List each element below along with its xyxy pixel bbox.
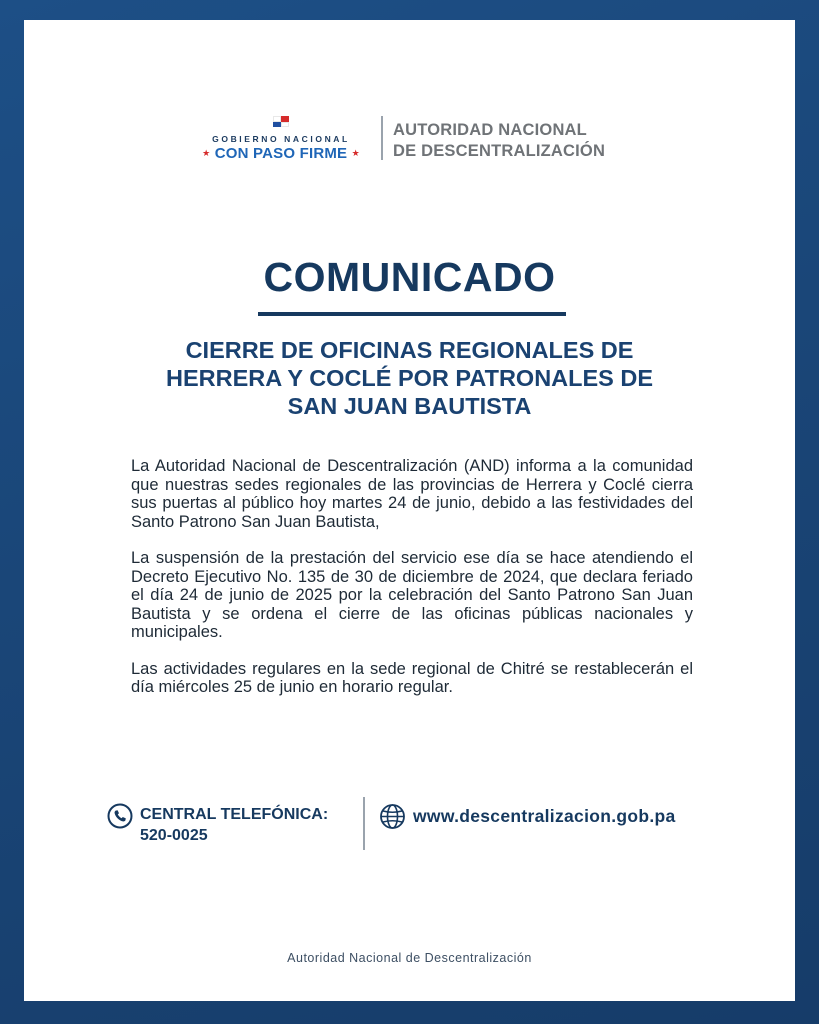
paragraph-3: Las actividades regulares en la sede regional de Chitré se restablecerán el día miércoles 25 de junio en horario regular.: [131, 659, 693, 696]
website-link[interactable]: www.descentralizacion.gob.pa: [413, 806, 676, 826]
page-title: COMUNICADO: [263, 254, 556, 300]
panama-flag-icon: [273, 116, 289, 127]
star-icon: ★: [351, 148, 360, 158]
phone-number[interactable]: 520-0025: [140, 827, 208, 844]
phone-contact: [140, 804, 328, 846]
globe-icon: [379, 803, 406, 830]
logo-divider: [381, 116, 383, 160]
footer-text: Autoridad Nacional de Descentralización: [287, 951, 532, 965]
and-logo-text: AUTORIDAD NACIONAL DE DESCENTRALIZACIÓN: [393, 121, 606, 160]
communique-card: [24, 20, 795, 1001]
phone-icon: [107, 803, 133, 829]
paragraph-2: La suspensión de la prestación del servicio ese día se hace atendiendo el Decreto Ejecutivo No. 135 de 30 de diciembre de 2024, que declara feriado el día 24 de junio de 2025 por la celebración del Santo Patrono San Juan Bautista y se ordena el cierre de las oficinas públicas nacionales y municipales.: [131, 549, 693, 641]
star-icon: ★: [202, 148, 211, 158]
subtitle: CIERRE DE OFICINAS REGIONALES DE HERRERA Y COCLÉ POR PATRONALES DE SAN JUAN BAUTISTA: [165, 337, 654, 419]
phone-label: CENTRAL TELEFÓNICA:: [140, 806, 329, 823]
communique-body: [131, 457, 693, 715]
gobierno-nacional-logo: [192, 116, 370, 164]
con-paso-firme-text: ★ CON PASO FIRME ★: [202, 145, 360, 162]
title-underline: [258, 312, 566, 316]
gobierno-nacional-text: GOBIERNO NACIONAL: [212, 134, 350, 144]
paragraph-1: La Autoridad Nacional de Descentralización (AND) informa a la comunidad que nuestras sedes regionales de las provincias de Herrera y Coclé cierra sus puertas al público hoy martes 24 de junio, debido a las festividades del Santo Patrono San Juan Bautista,: [131, 457, 693, 531]
contact-divider: [363, 797, 365, 850]
